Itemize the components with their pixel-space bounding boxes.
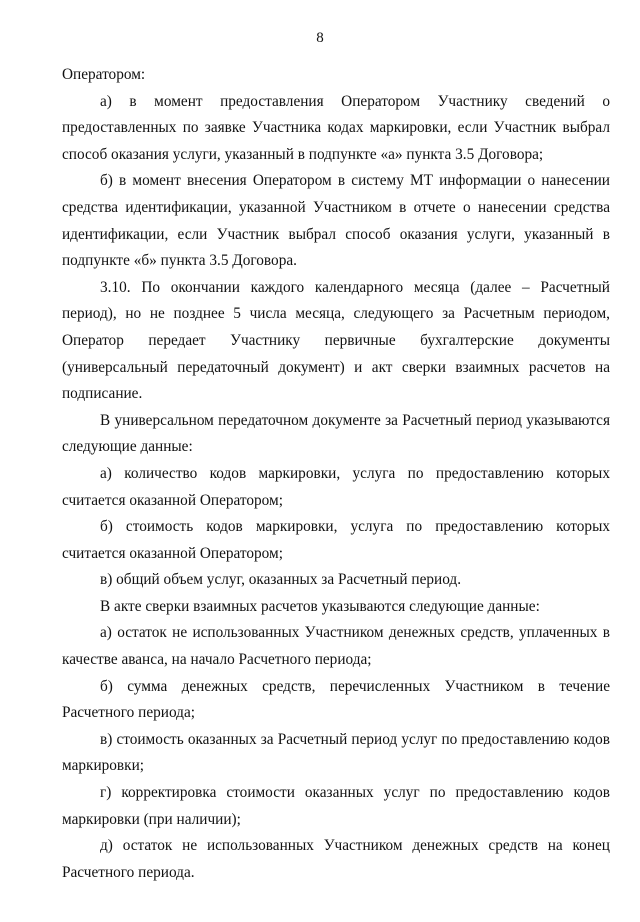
paragraph-upd-item-a: а) количество кодов маркировки, услуга по предоставлению которых считается оказанной Оператором; [62,464,610,509]
paragraph-reconciliation-item-g: г) корректировка стоимости оказанных услуг по предоставлению кодов маркировки (при наличии); [62,784,610,828]
paragraph-upd-item-v: в) общий объем услуг, оказанных за Расчетный период. [100,571,462,589]
paragraph-reconciliation-item-v: в) стоимость оказанных за Расчетный период услуг по предоставлению кодов маркировки; [62,730,610,775]
paragraph-reconciliation-item-d: д) остаток не использованных Участником денежных средств на конец Расчетного периода. [62,837,610,881]
paragraph-clause-a-moment: а) в момент предоставления Оператором Участнику сведений о предоставленных по заявке Участника кодах маркировки, если Участник выбрал способ оказания услуги, указанный в подпункте «а» пункта 3.5 Договора; [62,92,610,163]
paragraph-continuation: Оператором: [62,66,146,83]
paragraph-upd-item-b: б) стоимость кодов маркировки, услуга по предоставлению которых считается оказанной Оператором; [62,518,610,562]
paragraph-reconciliation-item-b: б) сумма денежных средств, перечисленных Участником в течение Расчетного периода; [62,677,610,722]
paragraph-upd-intro: В универсальном передаточном документе за Расчетный период указываются следующие данные: [62,411,610,456]
page-number: 8 [316,30,324,46]
document-body [62,62,610,886]
paragraph-reconciliation-item-a: а) остаток не использованных Участником денежных средств, уплаченных в качестве аванса, на начало Расчетного периода; [62,624,610,669]
paragraph-section-3-10: 3.10. По окончании каждого календарного месяца (далее – Расчетный период), но не позднее 5 числа месяца, следующего за Расчетным периодом, Оператор передает Участнику первичные бухгалтерские документы (универсальный передаточный документ) и акт сверки взаимных расчетов на подписание. [62,278,610,403]
paragraph-reconciliation-intro: В акте сверки взаимных расчетов указываются следующие данные: [100,597,540,615]
paragraph-clause-b-moment: б) в момент внесения Оператором в систему МТ информации о нанесении средства идентификации, указанной Участником в отчете о нанесении средства идентификации, если Участник выбрал способ оказания услуги, указанный в подпункте «б» пункта 3.5 Договора. [62,172,610,270]
